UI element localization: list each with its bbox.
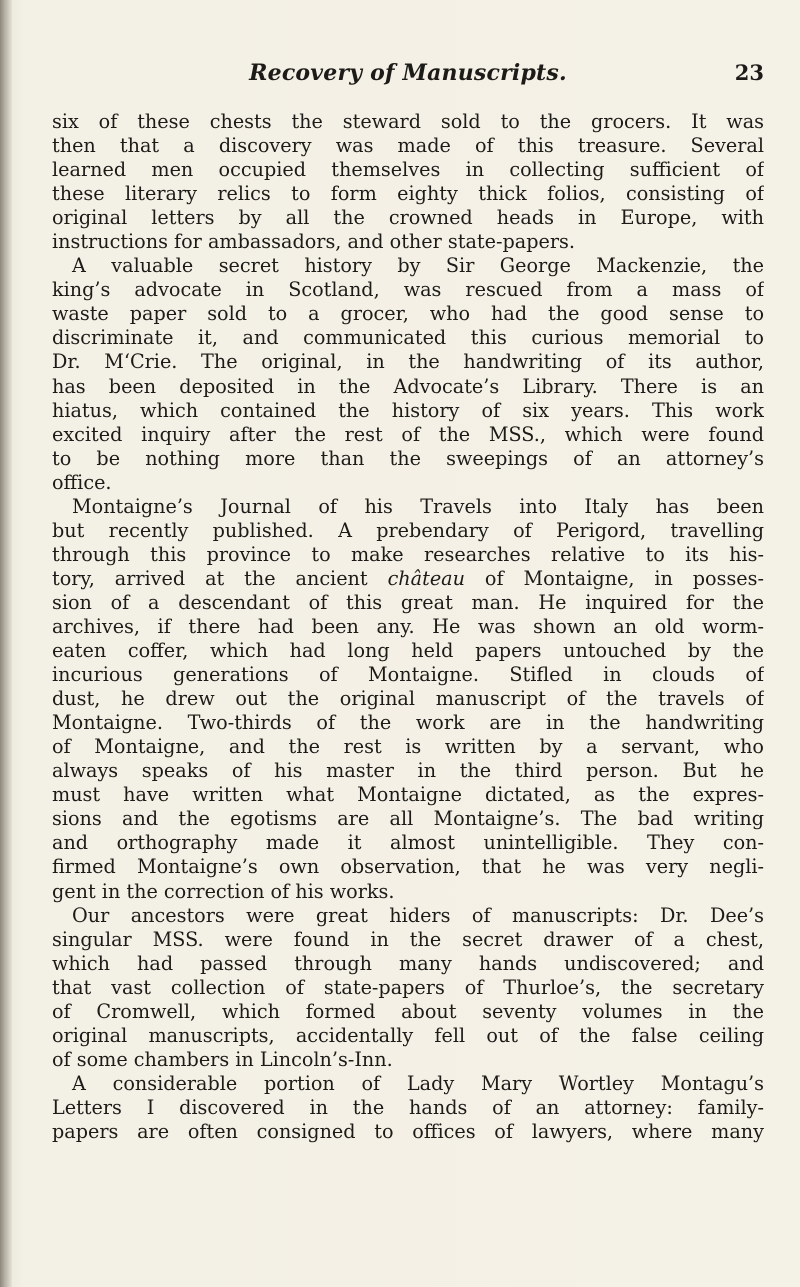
- text-line: which had passed through many hands undiscovered; and: [52, 951, 764, 975]
- text-line-segment: of Montaigne, in posses-: [464, 566, 764, 590]
- text-line: [52, 567, 764, 591]
- text-line: has been deposited in the Advocate’s Library. There is an: [52, 374, 764, 398]
- text-line: discriminate it, and communicated this curious memorial to: [52, 326, 764, 350]
- binding-gutter: [0, 0, 12, 1287]
- text-line: original letters by all the crowned heads in Europe, with: [52, 206, 764, 230]
- running-title: Recovery of Manuscripts.: [249, 60, 567, 86]
- text-line: king’s advocate in Scotland, was rescued from a mass of: [52, 278, 764, 302]
- text-line: Letters I discovered in the hands of an attorney: family-: [52, 1095, 764, 1119]
- text-line: Montaigne’s Journal of his Travels into Italy has been: [72, 494, 764, 518]
- text-line: A valuable secret history by Sir George Mackenzie, the: [72, 254, 764, 278]
- text-line: papers are often consigned to offices of lawyers, where many: [52, 1119, 764, 1143]
- italic-word: château: [387, 566, 465, 590]
- text-line: office.: [52, 470, 112, 494]
- page-number: 23: [734, 60, 764, 85]
- text-line: of Montaigne, and the rest is written by a servant, who: [52, 735, 764, 759]
- text-line: eaten coffer, which had long held papers untouched by the: [52, 639, 764, 663]
- text-line: original manuscripts, accidentally fell out of the false ceiling: [52, 1023, 764, 1047]
- text-line: archives, if there had been any. He was shown an old worm-: [52, 614, 764, 638]
- text-line: that vast collection of state-papers of Thurloe’s, the secretary: [52, 975, 764, 999]
- text-line: sion of a descendant of this great man. He inquired for the: [52, 590, 764, 614]
- text-line: hiatus, which contained the history of six years. This work: [52, 398, 764, 422]
- text-line: dust, he drew out the original manuscript of the travels of: [52, 687, 764, 711]
- text-line: waste paper sold to a grocer, who had the good sense to: [52, 302, 764, 326]
- text-line: singular MSS. were found in the secret drawer of a chest,: [52, 927, 764, 951]
- text-line: must have written what Montaigne dictated, as the expres-: [52, 783, 764, 807]
- text-line: to be nothing more than the sweepings of an attorney’s: [52, 446, 764, 470]
- text-body: [52, 110, 764, 1144]
- text-line: then that a discovery was made of this treasure. Several: [52, 134, 764, 158]
- text-line: firmed Montaigne’s own observation, that he was very negli-: [52, 855, 764, 879]
- running-head: [52, 60, 764, 92]
- text-line: six of these chests the steward sold to the grocers. It was: [52, 110, 764, 133]
- text-line: incurious generations of Montaigne. Stifled in clouds of: [52, 663, 764, 687]
- text-line: Montaigne. Two-thirds of the work are in the handwriting: [52, 711, 764, 735]
- text-line: these literary relics to form eighty thick folios, consisting of: [52, 182, 764, 206]
- text-line: of Cromwell, which formed about seventy volumes in the: [52, 999, 764, 1023]
- text-line: Dr. M‘Crie. The original, in the handwriting of its author,: [52, 350, 764, 374]
- text-line: excited inquiry after the rest of the MSS., which were found: [52, 422, 764, 446]
- text-line: but recently published. A prebendary of Perigord, travelling: [52, 518, 764, 542]
- text-line: gent in the correction of his works.: [52, 879, 395, 903]
- text-line: of some chambers in Lincoln’s-Inn.: [52, 1047, 393, 1071]
- text-line: and orthography made it almost unintelligible. They con-: [52, 831, 764, 855]
- text-line: A considerable portion of Lady Mary Wortley Montagu’s: [72, 1071, 764, 1095]
- text-line-segment: tory, arrived at the ancient: [52, 566, 388, 590]
- text-line: learned men occupied themselves in collecting sufficient of: [52, 158, 764, 182]
- text-line: always speaks of his master in the third person. But he: [52, 759, 764, 783]
- text-line: through this province to make researches relative to its his-: [52, 542, 764, 566]
- text-line: instructions for ambassadors, and other state-papers.: [52, 230, 575, 254]
- text-line: sions and the egotisms are all Montaigne’s. The bad writing: [52, 807, 764, 831]
- text-line: Our ancestors were great hiders of manuscripts: Dr. Dee’s: [72, 903, 764, 927]
